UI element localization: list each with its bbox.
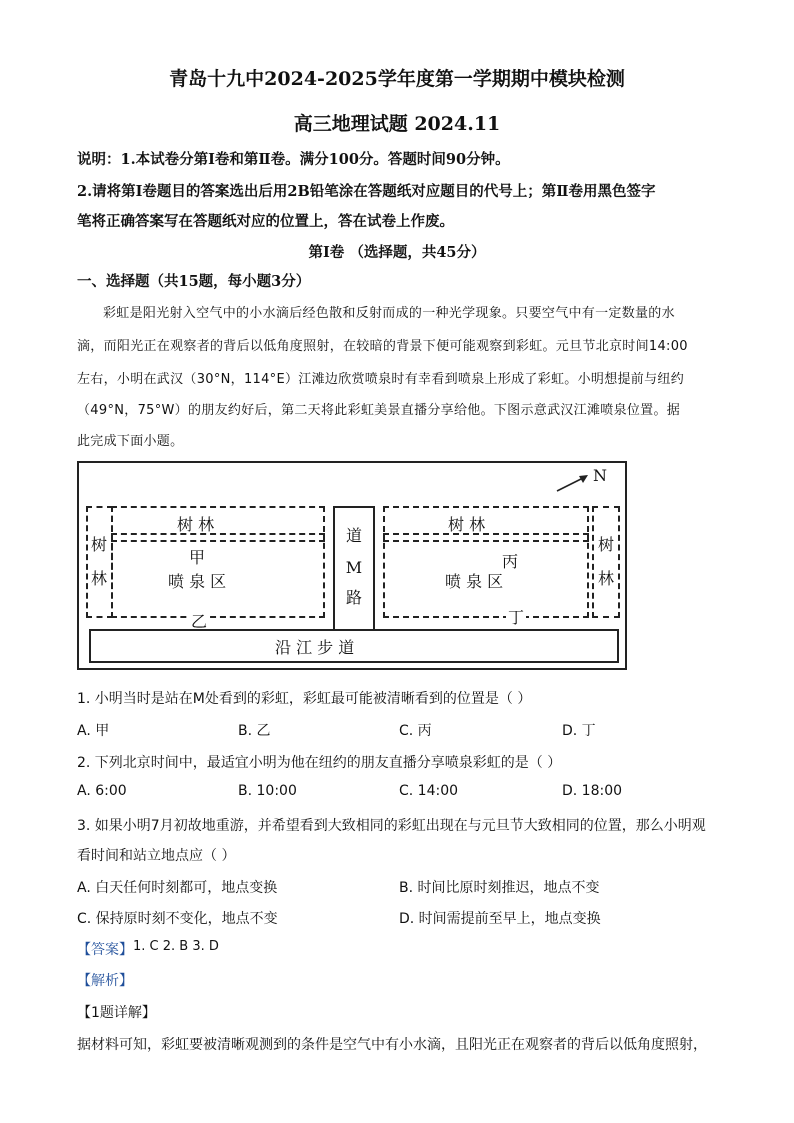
question-3-stem-line-2: 看时间和站立地点应（ ） bbox=[77, 848, 236, 864]
detail-label: 【1题详解】 bbox=[77, 1005, 156, 1021]
passage-line-4: （49°N，75°W）的朋友约好后，第二天将此彩虹美景直播分享给他。下图示意武汉江滩喷泉位置。据 bbox=[77, 403, 681, 418]
road-char-m: M bbox=[345, 558, 363, 577]
section-heading: 第Ⅰ卷 （选择题，共45分） bbox=[308, 244, 486, 261]
right-forest-char: 林 bbox=[597, 569, 614, 588]
q1-option-b: B. 乙 bbox=[238, 723, 271, 739]
fountain-map-figure bbox=[77, 461, 627, 670]
right-tree-row-label: 树 林 bbox=[448, 515, 486, 534]
instruction-line-2: 2.请将第Ⅰ卷题目的答案选出后用2B铅笔涂在答题纸对应题目的代号上；第Ⅱ卷用黑色签字 bbox=[77, 183, 656, 200]
page-title: 青岛十九中2024-2025学年度第一学期期中模块检测 bbox=[169, 68, 625, 90]
q1-option-a: A. 甲 bbox=[77, 723, 110, 739]
instruction-line-3: 笔将正确答案写在答题纸对应的位置上，答在试卷上作废。 bbox=[77, 213, 454, 230]
question-2-stem: 2. 下列北京时间中，最适宜小明为他在纽约的朋友直播分享喷泉彩虹的是（ ） bbox=[77, 755, 562, 771]
bing-label: 丙 bbox=[502, 552, 519, 571]
question-3-stem-line-1: 3. 如果小明7月初故地重游，并希望看到大致相同的彩虹出现在与元旦节大致相同的位置，那么小明观 bbox=[77, 818, 706, 834]
q2-option-b: B. 10:00 bbox=[238, 783, 297, 799]
part-label: 一、选择题（共15题，每小题3分） bbox=[77, 273, 311, 290]
q1-option-c: C. 丙 bbox=[399, 723, 432, 739]
instruction-line-1: 说明：1.本试卷分第Ⅰ卷和第Ⅱ卷。满分100分。答题时间90分钟。 bbox=[77, 151, 510, 168]
answer-label: 【答案】 bbox=[77, 942, 133, 958]
passage-line-1: 彩虹是阳光射入空气中的小水滴后经色散和反射而成的一种光学现象。只要空气中有一定数量的水 bbox=[103, 306, 675, 321]
right-tree-char: 树 bbox=[597, 535, 614, 554]
jia-label: 甲 bbox=[189, 548, 206, 567]
answer-values: 1. C 2. B 3. D bbox=[133, 939, 219, 954]
north-arrow-icon bbox=[553, 469, 593, 495]
page-subtitle: 高三地理试题 2024.11 bbox=[293, 113, 501, 135]
left-tree-row-label: 树 林 bbox=[177, 515, 215, 534]
q2-option-a: A. 6:00 bbox=[77, 783, 127, 799]
analysis-label: 【解析】 bbox=[77, 973, 133, 989]
q3-option-c: C. 保持原时刻不变化，地点不变 bbox=[77, 911, 278, 927]
left-tree-char: 树 bbox=[90, 535, 107, 554]
q2-option-c: C. 14:00 bbox=[399, 783, 459, 799]
passage-line-3: 左右，小明在武汉（30°N，114°E）江滩边欣赏喷泉时有幸看到喷泉上形成了彩虹。小明想提前与纽约 bbox=[77, 372, 684, 387]
left-fountain-label: 喷 泉 区 bbox=[168, 572, 227, 591]
passage-line-5: 此完成下面小题。 bbox=[77, 434, 184, 449]
q3-option-a: A. 白天任何时刻都可，地点变换 bbox=[77, 880, 278, 896]
walkway-label: 沿 江 步 道 bbox=[275, 638, 355, 657]
analysis-text: 据材料可知，彩虹要被清晰观测到的条件是空气中有小水滴，且阳光正在观察者的背后以低角度照射， bbox=[77, 1037, 707, 1053]
q1-option-d: D. 丁 bbox=[562, 723, 596, 739]
yi-label: 乙 bbox=[189, 609, 209, 632]
road-char-1: 道 bbox=[345, 526, 362, 545]
q3-option-d: D. 时间需提前至早上，地点变换 bbox=[399, 911, 601, 927]
q3-option-b: B. 时间比原时刻推迟，地点不变 bbox=[399, 880, 600, 896]
right-fountain-label: 喷 泉 区 bbox=[445, 572, 504, 591]
road-char-2: 路 bbox=[345, 588, 362, 607]
question-1-stem: 1. 小明当时是站在M处看到的彩虹，彩虹最可能被清晰看到的位置是（ ） bbox=[77, 691, 532, 707]
left-forest-char: 林 bbox=[90, 569, 107, 588]
passage-line-2: 滴，而阳光正在观察者的背后以低角度照射，在较暗的背景下便可能观察到彩虹。元旦节北京时间14:00 bbox=[77, 339, 688, 354]
ding-label: 丁 bbox=[506, 605, 526, 628]
q2-option-d: D. 18:00 bbox=[562, 783, 623, 799]
north-label: N bbox=[593, 466, 607, 485]
